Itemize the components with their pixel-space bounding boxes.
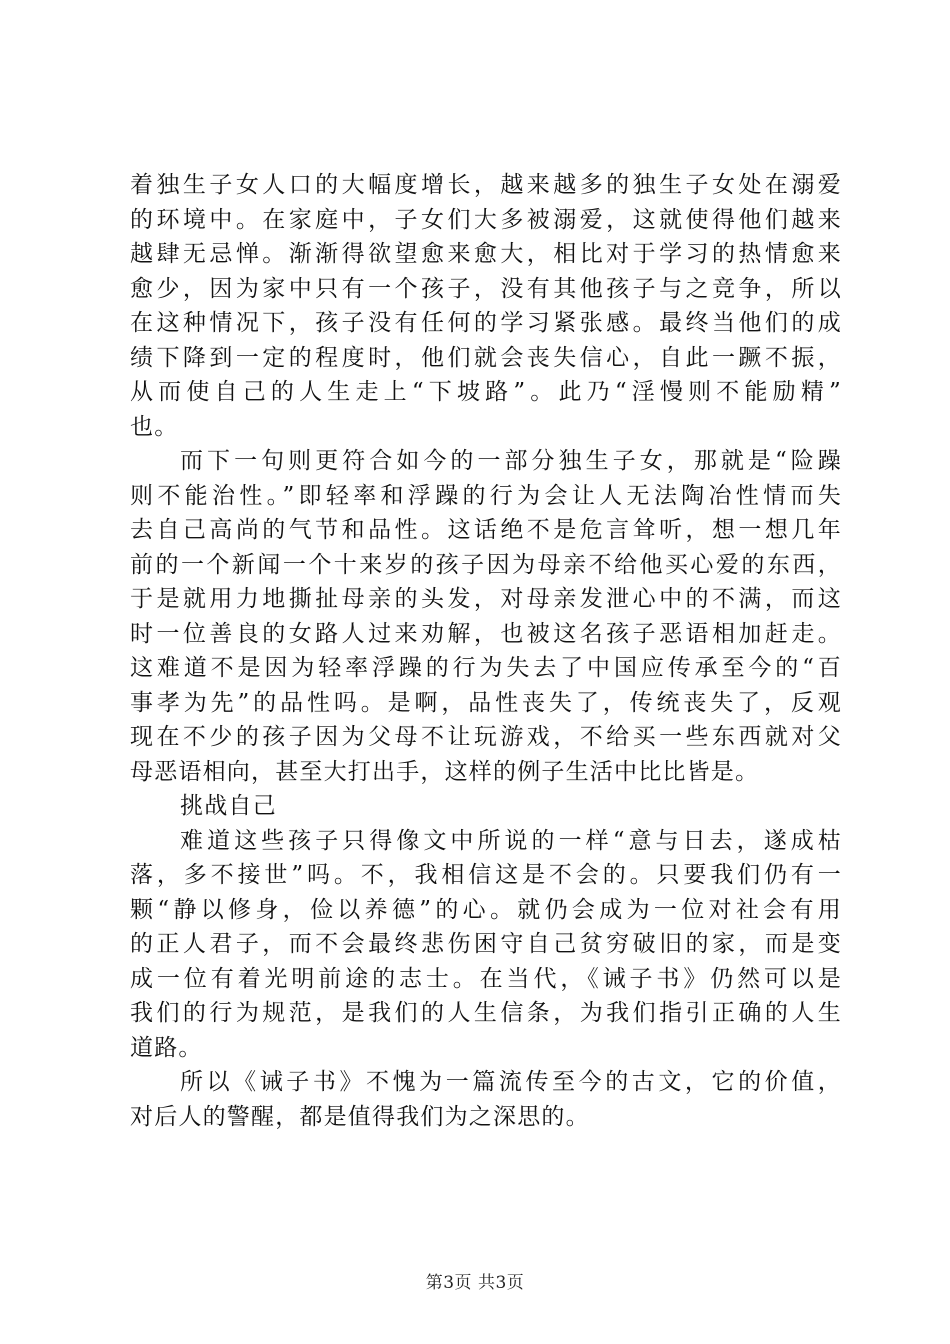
text-line: 前的一个新闻一个十来岁的孩子因为母亲不给他买心爱的东西， [130, 551, 842, 578]
text-line: 我们的行为规范，是我们的人生信条，为我们指引正确的人生 [130, 1000, 842, 1026]
text-line: 颗“静以修身，俭以养德”的心。就仍会成为一位对社会有用 [130, 896, 842, 923]
text-line: 事孝为先”的品性吗。是啊，品性丧失了，传统丧失了，反观 [130, 689, 842, 716]
text-line: 成一位有着光明前途的志士。在当代，《诫子书》仍然可以是 [130, 965, 842, 992]
text-line: 对后人的警醒，都是值得我们为之深思的。 [130, 1103, 590, 1130]
section-heading: 挑战自己 [180, 793, 277, 819]
page-number-footer: 第3页 共3页 [425, 1273, 525, 1293]
text-line: 愈少，因为家中只有一个孩子，没有其他孩子与之竞争，所以 [130, 275, 842, 302]
text-line: 的正人君子，而不会最终悲伤困守自己贫穷破旧的家，而是变 [130, 931, 842, 957]
text-line: 时一位善良的女路人过来劝解，也被这名孩子恶语相加赶走。 [130, 620, 842, 647]
text-line: 道路。 [130, 1034, 203, 1061]
text-line: 从而使自己的人生走上“下坡路”。此乃“淫慢则不能励精” [130, 379, 842, 405]
text-line: 也。 [130, 413, 179, 440]
text-line: 越肆无忌惮。渐渐得欲望愈来愈大，相比对于学习的热情愈来 [130, 241, 842, 267]
text-line: 现在不少的孩子因为父母不让玩游戏，不给买一些东西就对父 [130, 724, 842, 750]
text-line: 则不能治性。”即轻率和浮躁的行为会让人无法陶冶性情而失 [130, 482, 842, 509]
text-line: 在这种情况下，孩子没有任何的学习紧张感。最终当他们的成 [130, 310, 842, 336]
text-line: 绩下降到一定的程度时，他们就会丧失信心，自此一蹶不振， [130, 344, 842, 371]
paragraph-start-line: 难道这些孩子只得像文中所说的一样“意与日去，遂成枯 [180, 827, 842, 854]
text-line: 于是就用力地撕扯母亲的头发，对母亲发泄心中的不满，而这 [130, 586, 842, 612]
paragraph-start-line: 而下一句则更符合如今的一部分独生子女，那就是“险躁 [180, 448, 842, 474]
text-line: 母恶语相向，甚至大打出手，这样的例子生活中比比皆是。 [130, 758, 760, 785]
paragraph-start-line: 所以《诫子书》不愧为一篇流传至今的古文，它的价值， [180, 1069, 842, 1095]
text-line: 去自己高尚的气节和品性。这话绝不是危言耸听，想一想几年 [130, 517, 842, 543]
text-line: 着独生子女人口的大幅度增长，越来越多的独生子女处在溺爱 [130, 172, 842, 198]
text-line: 落，多不接世”吗。不，我相信这是不会的。只要我们仍有一 [130, 862, 842, 888]
text-line: 的环境中。在家庭中，子女们大多被溺爱，这就使得他们越来 [130, 206, 842, 233]
body-text [130, 168, 842, 1134]
text-line: 这难道不是因为轻率浮躁的行为失去了中国应传承至今的“百 [130, 655, 842, 681]
